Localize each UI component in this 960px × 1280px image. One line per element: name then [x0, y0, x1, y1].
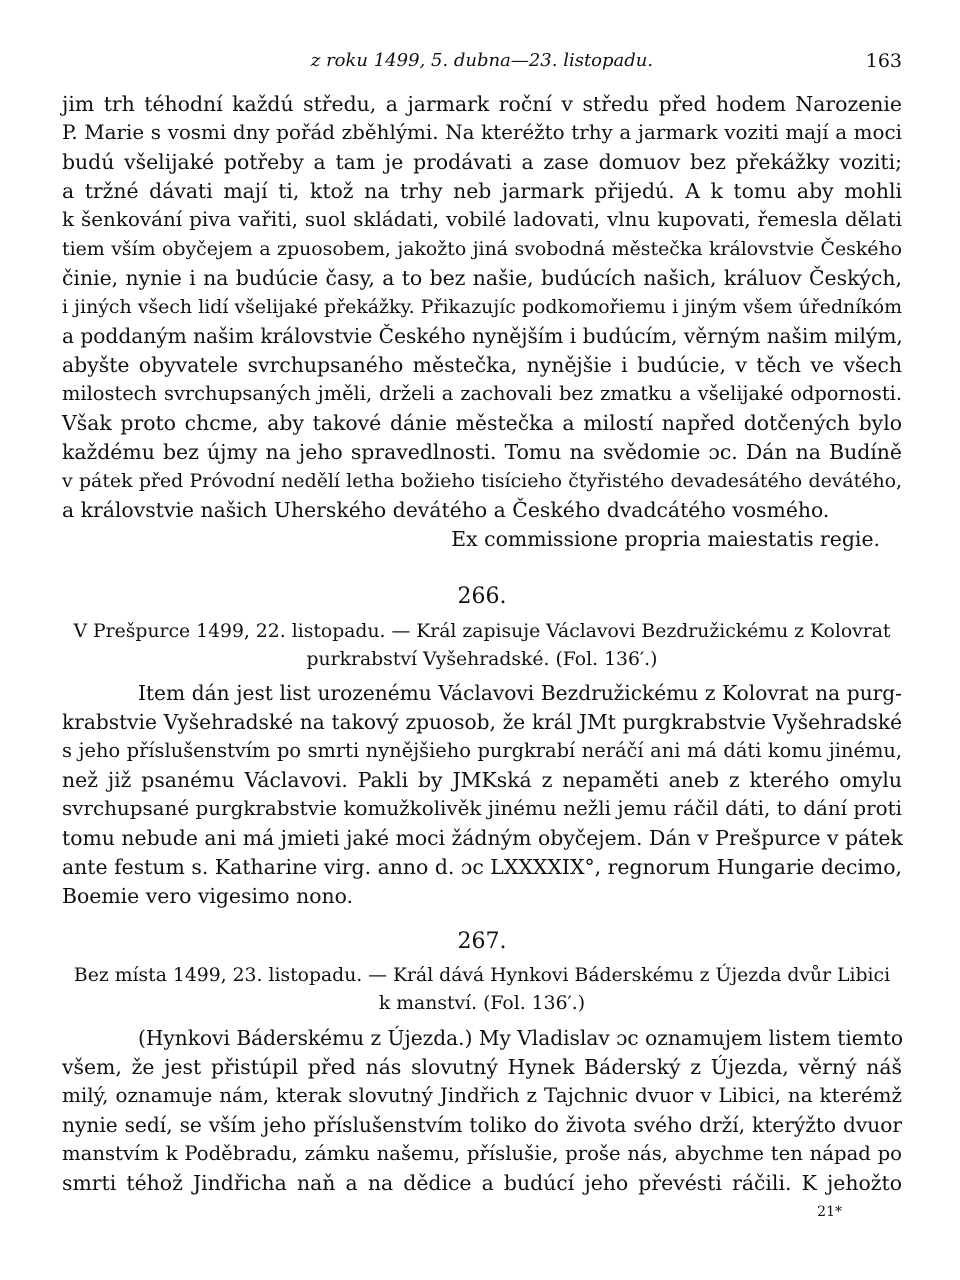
text-line: tiem vším obyčejem a zpuosobem, jakožto jiná svobodná městečka královstvie Českého [62, 238, 902, 260]
text-line: s jeho příslušenstvím po smrti nynějšieho purgkrabí neráčí ani má dáti komu jinému, [62, 739, 902, 762]
entry-number: 266. [457, 584, 507, 609]
text-line: a poddaným našim královstvie Českého nynějším i budúcím, věrným našim milým, [62, 324, 903, 348]
text-line: manstvím k Poděbradu, zámku našemu, příslušie, proše nás, abychme ten nápad po [62, 1142, 902, 1165]
signature-line: Ex commissione propria maiestatis regie. [451, 527, 880, 551]
running-head [62, 50, 902, 78]
text-line: Item dán jest list urozenému Václavovi Bezdružickému z Kolovrat na purg- [138, 681, 902, 705]
text-line: a tržné dávati mají ti, ktož na trhy neb jarmark přijedú. A k tomu aby mohli [62, 179, 902, 203]
text-line: abyšte obyvatele svrchupsaného městečka, nynějšie i budúcie, v těch ve všech [62, 353, 902, 377]
text-line: Boemie vero vigesimo nono. [62, 884, 354, 908]
page-number: 163 [865, 50, 902, 72]
entry-heading: Bez místa 1499, 23. listopadu. — Král dává Hynkovi Báderskému z Újezda dvůr Libici [73, 965, 891, 986]
text-line: nynie sedí, se vším jeho příslušenstvím toliko do života svého drží, kterýžto dvuor [62, 1113, 902, 1137]
running-title: z roku 1499, 5. dubna—23. listopadu. [310, 50, 654, 71]
entry-heading: k manství. (Fol. 136′.) [378, 993, 586, 1014]
text-line: činie, nynie i na budúcie časy, a to bez našie, budúcích našich, králuov Českých, [62, 266, 902, 290]
text-line: Však proto chcme, aby takové dánie městečka a milostí napřed dotčených bylo [62, 411, 902, 435]
text-line: smrti téhož Jindřicha naň a na dědice a budúcí jeho převésti ráčili. K jehožto [62, 1171, 902, 1195]
text-line: (Hynkovi Báderskému z Újezda.) My Vladislav ɔc oznamujem listem tiemto [138, 1026, 904, 1050]
text-line: milostech svrchupsaných jměli, drželi a zachovali bez zmatku a všelijaké odpornosti. [62, 382, 902, 405]
text-line: a královstvie našich Uherského devátého a Českého dvadcátého vosmého. [62, 498, 830, 522]
entry-number: 267. [457, 929, 507, 954]
signature-mark: 21* [817, 1204, 842, 1220]
text-line: tomu nebude ani má jmieti jaké moci žádným obyčejem. Dán v Prešpurce v pátek [62, 826, 903, 850]
text-line: v pátek před Próvodní nedělí letha božieho tisícieho čtyřistého devadesátého devátého, [62, 470, 902, 492]
text-line: ante festum s. Katharine virg. anno d. ɔc LXXXXIX°, regnorum Hungarie decimo, [62, 855, 902, 879]
text-line: než již psanému Václavovi. Pakli by JMKská z nepaměti aneb z kterého omylu [62, 768, 902, 792]
entry-heading: V Prešpurce 1499, 22. listopadu. — Král zapisuje Václavovi Bezdružickému z Kolovrat [73, 621, 891, 642]
text-line: krabstvie Vyšehradské na takový zpuosob, že král JMt purgkrabstvie Vyšehradské [62, 710, 902, 734]
text-line: k šenkování piva vařiti, suol skládati, vobilé ladovati, vlnu kupovati, řemesla dělati [62, 208, 902, 231]
entry-heading: purkrabství Vyšehradské. (Fol. 136′.) [306, 649, 658, 670]
text-line: milý, oznamuje nám, kterak slovutný Jindřich z Tajchnic dvuor v Libici, na kterémž [62, 1084, 902, 1107]
text-line: každému bez újmy na jeho spravedlnosti. Tomu na svědomie ɔc. Dán na Budíně [62, 440, 902, 464]
book-page [62, 0, 902, 1280]
text-line: P. Marie s vosmi dny pořád zběhlými. Na kteréžto trhy a jarmark voziti mají a moci [62, 121, 902, 144]
text-line: svrchupsané purgkrabstvie komužkolivěk jinému nežli jemu ráčil dáti, to dání proti [62, 797, 902, 820]
text-line: budú všelijaké potřeby a tam je prodávati a zase domuov bez překážky voziti; [62, 150, 902, 174]
text-line: i jiných všech lidí všelijaké překážky. Přikazujíc podkomořiemu i jiným všem úředníkóm [62, 296, 902, 318]
text-line: jim trh téhodní každú středu, a jarmark roční v středu před hodem Narozenie [62, 92, 902, 116]
text-line: všem, že jest přistúpil před nás slovutný Hynek Báderský z Újezda, věrný náš [62, 1055, 902, 1079]
